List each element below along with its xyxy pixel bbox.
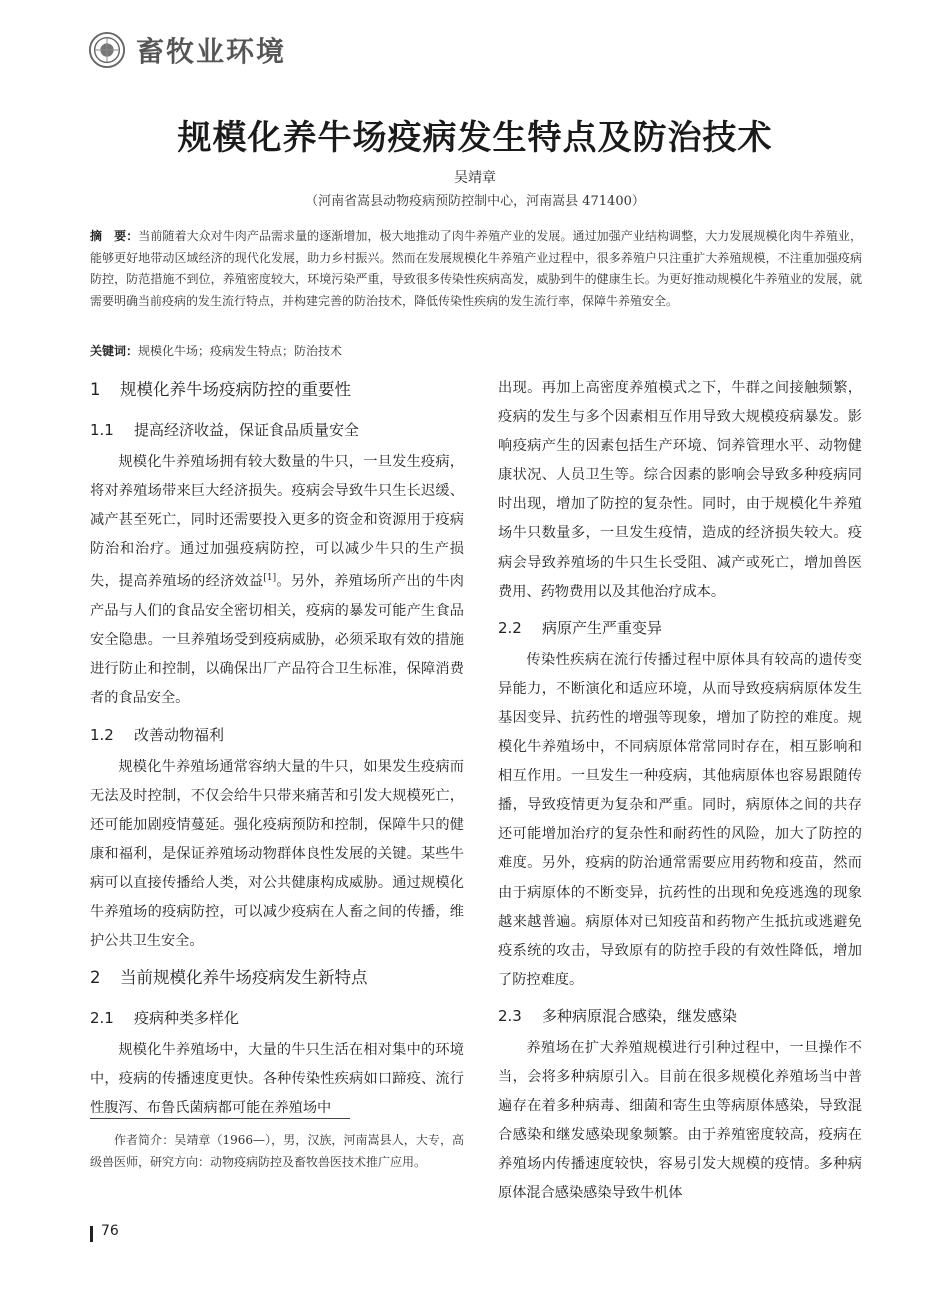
section-2-3-heading (498, 1001, 862, 1031)
abstract-text: 当前随着大众对牛肉产品需求量的逐渐增加，极大地推动了肉牛养殖产业的发展。通过加强产业结构调整，大力发展规模化肉牛养殖业，能够更好地带动区域经济的现代化发展，助力乡村振兴。然而在发展规模化牛养殖产业过程中，很多养殖户只注重扩大养殖规模，不注重加强疫病防控，防范措施不到位，养殖密度较大，环境污染严重，导致很多传染性疾病高发，威胁到牛的健康生长。为更好推动规模化牛养殖业的发展，就需要明确当前疫病的发生流行特点，并构建完善的防治技术，降低传染性疾病的发生流行率，保障牛养殖安全。 (90, 229, 862, 308)
right-column (498, 374, 862, 1214)
paragraph-text: 。另外，养殖场所产出的牛肉产品与人们的食品安全密切相关，疫病的暴发可能产生食品安全隐患。一旦养殖场受到疫病威胁，必须采取有效的措施进行防止和控制，以确保出厂产品符合卫生标准，保障消费者的食品安全。 (90, 574, 464, 707)
section-title: 多种病原混合感染，继发感染 (542, 1006, 738, 1025)
paragraph: 养殖场在扩大养殖规模进行引种过程中，一旦操作不当，会将多种病原引入。目前在很多规模化养殖场当中普遍存在着多种病毒、细菌和寄生虫等病原体感染，导致混合感染和继发感染现象频繁。由于养殖密度较高，疫病在养殖场内传播速度较快，容易引发大规模的疫情。多种病原体混合感染感染导致牛机体 (498, 1039, 862, 1202)
journal-logo (88, 30, 286, 70)
section-2-heading (90, 962, 464, 994)
paragraph-continued: 出现。再加上高密度养殖模式之下，牛群之间接触频繁，疫病的发生与多个因素相互作用导致大规模疫病暴发。影响疫病产生的因素包括生产环境、饲养管理水平、动物健康状况、人员卫生等。综合因素的影响会导致多种疫病同时出现，增加了防控的复杂性。同时，由于规模化牛养殖场牛只数量多，一旦发生疫情，造成的经济损失较大。疫病会导致养殖场的牛只生长受阻、减产或死亡，增加兽医费用、药物费用以及其他治疗成本。 (498, 380, 862, 600)
section-number: 1 (90, 380, 101, 399)
journal-emblem-icon (88, 31, 126, 69)
left-column (90, 374, 464, 1130)
section-number: 1.2 (90, 725, 114, 744)
section-title: 病原产生严重变异 (542, 618, 663, 637)
section-title: 提高经济收益，保证食品质量安全 (134, 421, 360, 439)
citation-ref: [1] (263, 573, 277, 584)
journal-name: 畜牧业环境 (136, 35, 287, 68)
paragraph: 传染性疾病在流行传播过程中原体具有较高的遗传变异能力，不断演化和适应环境，从而导致疫病病原体发生基因变异、抗药性的增强等现象，增加了防控的难度。规模化牛养殖场中，不同病原体常常同时存在，相互影响和相互作用。一旦发生一种疫病，其他病原体也容易跟随传播，导致疫情更为复杂和严重。同时，病原体之间的共存还可能增加治疗的复杂性和耐药性的风险，加大了防控的难度。另外，疫病的防治通常需要应用药物和疫苗，然而由于病原体的不断变异，抗药性的出现和免疫逃逸的现象越来越普遍。病原体对已知疫苗和药物产生抵抗或逃避免疫系统的攻击，导致原有的防控手段的有效性降低，增加了防控难度。 (498, 651, 862, 988)
section-number: 1.1 (90, 421, 114, 439)
section-number: 2 (90, 968, 101, 988)
section-number: 2.1 (90, 1009, 114, 1028)
paragraph: 规模化牛养殖场通常容纳大量的牛只，如果发生疫病而无法及时控制，不仅会给牛只带来痛苦和引发大规模死亡，还可能加剧疫情蔓延。强化疫病预防和控制，保障牛只的健康和福利，是保证养殖场动物群体良性发展的关键。某些牛病可以直接传播给人类，对公共健康构成威胁。通过规模化牛养殖场的疫病防控，可以减少疫病在人畜之间的传播，维护公共卫生安全。 (90, 758, 464, 950)
author-name: 吴靖章 (454, 170, 496, 186)
paragraph (90, 448, 464, 714)
footnote-divider (90, 1118, 350, 1119)
section-1-2-heading (90, 720, 464, 750)
section-title: 规模化养牛场疫病防控的重要性 (120, 380, 351, 399)
keywords-label: 关键词： (90, 344, 139, 358)
page-number: 76 (101, 1223, 119, 1239)
section-1-heading (90, 374, 464, 406)
section-2-2-heading (498, 613, 862, 643)
section-title: 改善动物福利 (134, 725, 225, 744)
article-title: 规模化养牛场疫病发生特点及防治技术 (177, 118, 773, 158)
page-marker-bar (90, 1226, 93, 1242)
paragraph-text: 规模化牛养殖场拥有较大数量的牛只，一旦发生疫病，将对养殖场带来巨大经济损失。疫病会导致牛只生长迟缓、减产甚至死亡，同时还需要投入更多的资金和资源用于疫病防治和治疗。通过加强疫病防控，可以减少牛只的生产损失，提高养殖场的经济效益 (90, 454, 464, 591)
section-number: 2.3 (498, 1006, 522, 1025)
abstract-label: 摘 要： (90, 229, 139, 243)
section-title: 疫病种类多样化 (134, 1009, 240, 1028)
abstract (90, 226, 862, 312)
paragraph: 规模化牛养殖场中，大量的牛只生活在相对集中的环境中，疫病的传播速度更快。各种传染性疾病如口蹄疫、流行性腹泻、布鲁氏菌病都可能在养殖场中 (90, 1042, 464, 1117)
author-footnote: 作者简介：吴靖章（1966—），男，汉族，河南嵩县人，大专，高级兽医师，研究方向：动物疫病防控及畜牧兽医技术推广应用。 (90, 1133, 464, 1169)
section-1-1-heading (90, 415, 464, 445)
section-number: 2.2 (498, 618, 522, 637)
author-affiliation: （河南省嵩县动物疫病预防控制中心，河南嵩县 471400） (305, 194, 645, 209)
section-title: 当前规模化养牛场疫病发生新特点 (120, 968, 368, 988)
keywords-text: 规模化牛场；疫病发生特点；防治技术 (138, 344, 343, 358)
section-2-1-heading (90, 1003, 464, 1033)
keywords (90, 341, 862, 361)
